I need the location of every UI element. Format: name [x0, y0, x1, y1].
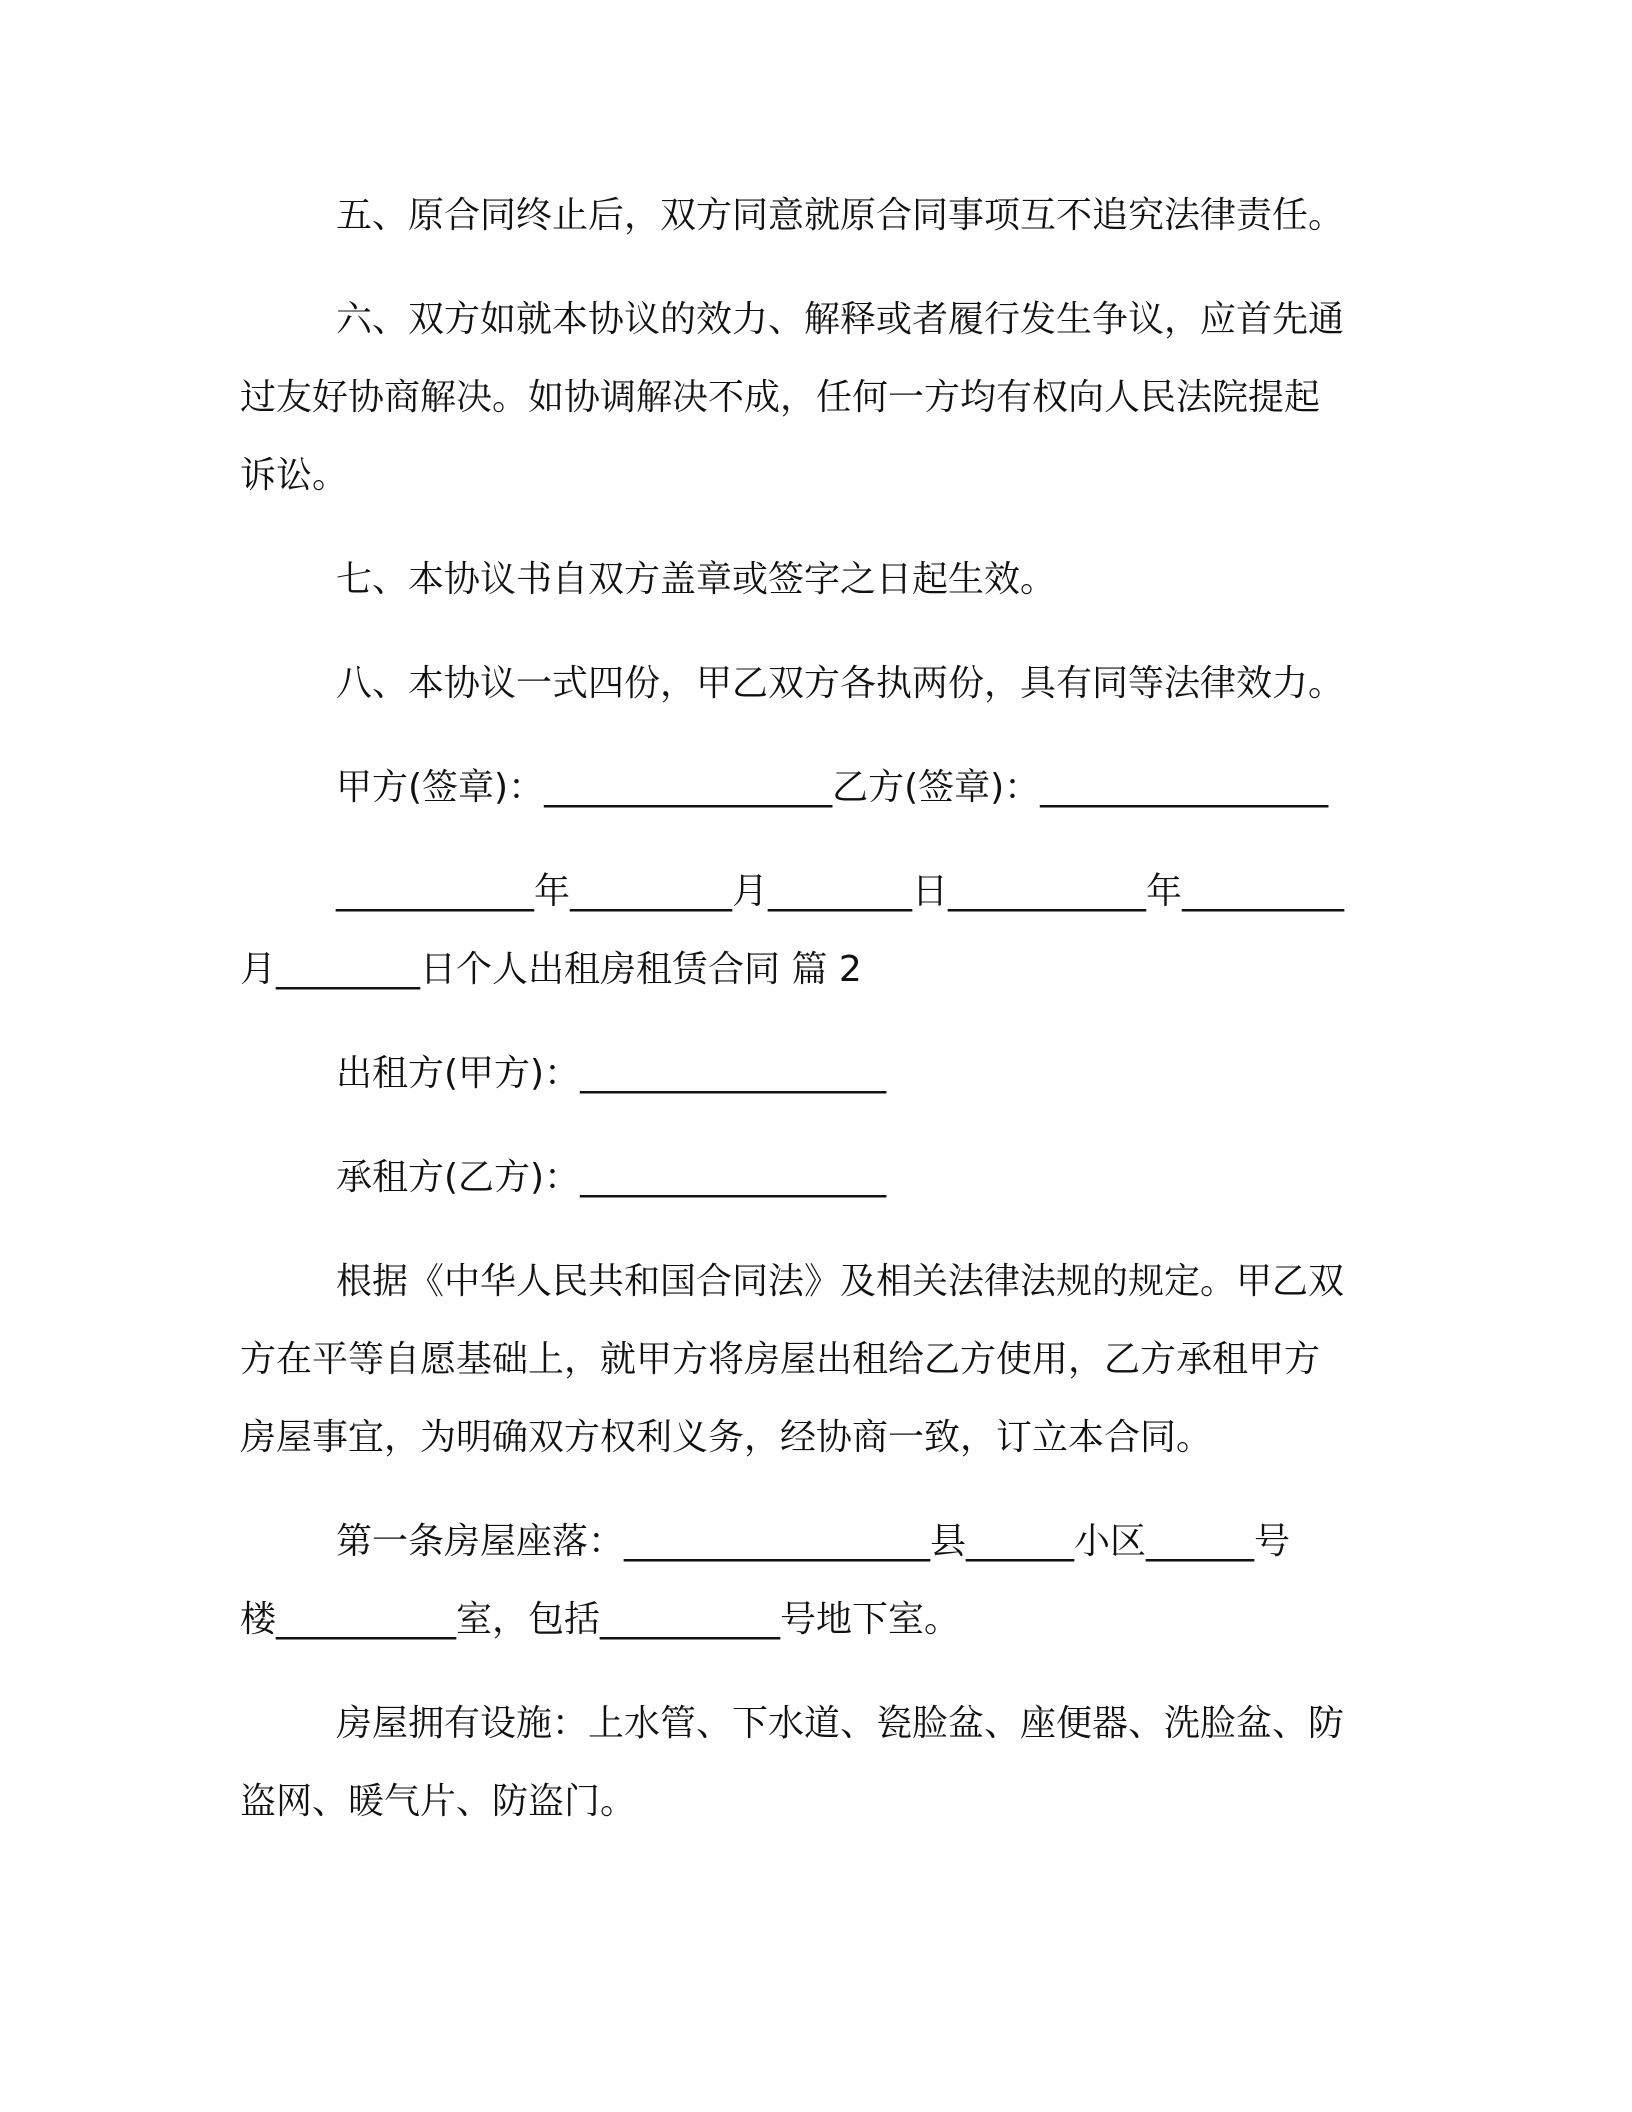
facilities-line-1: 房屋拥有设施：上水管、下水道、瓷脸盆、座便器、洗脸盆、防: [336, 1703, 1345, 1744]
clause-7: 七、本协议书自双方盖章或签字之日起生效。: [336, 559, 1057, 600]
date-line-2-and-title: 月________日个人出租房租赁合同 篇 2: [240, 949, 862, 990]
lessee-line: 承租方(乙方)：_________________: [336, 1157, 887, 1198]
clause-5: 五、原合同终止后，双方同意就原合同事项互不追究法律责任。: [336, 195, 1345, 236]
signature-line: 甲方(签章)：________________乙方(签章)：________________: [336, 767, 1329, 808]
preamble-line-3: 房屋事宜，为明确双方权利义务，经协商一致，订立本合同。: [240, 1417, 1213, 1458]
clause-6-line-2: 过友好协商解决。如协调解决不成，任何一方均有权向人民法院提起: [240, 377, 1321, 418]
preamble-line-1: 根据《中华人民共和国合同法》及相关法律法规的规定。甲乙双: [336, 1261, 1345, 1302]
clause-6-line-1: 六、双方如就本协议的效力、解释或者履行发生争议，应首先通: [336, 299, 1345, 340]
preamble-line-2: 方在平等自愿基础上，就甲方将房屋出租给乙方使用，乙方承租甲方: [240, 1339, 1321, 1380]
clause-8: 八、本协议一式四份，甲乙双方各执两份，具有同等法律效力。: [336, 663, 1345, 704]
clause-6-line-3: 诉讼。: [240, 455, 349, 496]
article-1-line-1: 第一条房屋座落：_________________县______小区______号: [336, 1521, 1291, 1562]
facilities-line-2: 盗网、暖气片、防盗门。: [240, 1781, 637, 1822]
lessor-line: 出租方(甲方)：_________________: [336, 1053, 887, 1094]
date-line-1: ___________年_________月________日___________年_________: [336, 871, 1344, 912]
article-1-line-2: 楼__________室，包括__________号地下室。: [240, 1599, 961, 1640]
